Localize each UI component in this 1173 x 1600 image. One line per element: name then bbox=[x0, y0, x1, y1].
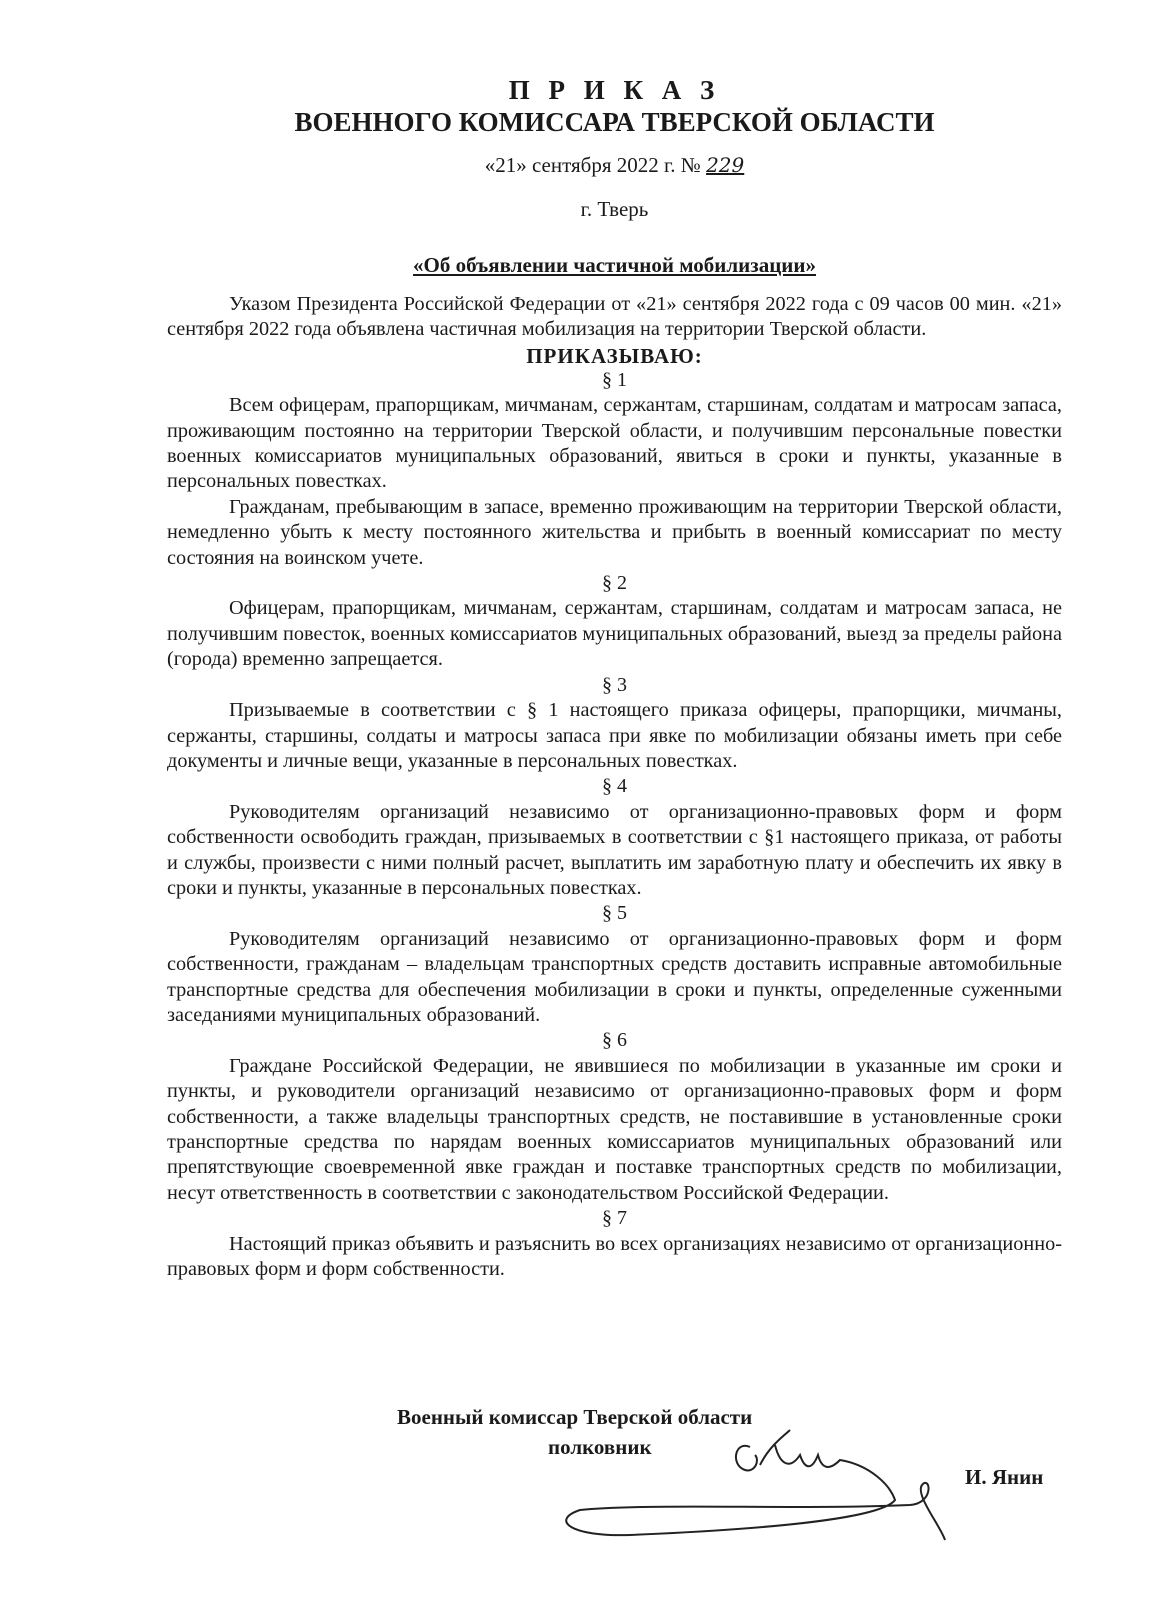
document-city: г. Тверь bbox=[580, 197, 649, 221]
signatory-name: И. Янин bbox=[965, 1465, 1044, 1489]
section-paragraph: Руководителям организаций независимо от организационно-правовых форм и форм собственности освободить граждан, призываемых в соответствии с §1 настоящего приказа, от работы и службы, произвести с ними полный расчет, выплатить им заработную плату и обеспечить их явку в сроки и пункты, указанные в персональных повестках. bbox=[167, 800, 1062, 899]
signatory-rank: полковник bbox=[548, 1435, 652, 1459]
section-mark: § 6 bbox=[602, 1029, 627, 1052]
section-paragraph: Руководителям организаций независимо от организационно-правовых форм и форм собственности, гражданам – владельцам транспортных средств доставить исправные автомобильные транспортные средства для обеспечения мобилизации в сроки и пункты, определенные суженными заседаниями муниципальных образований. bbox=[167, 927, 1062, 1026]
order-heading: ПРИКАЗЫВАЮ: bbox=[526, 343, 703, 368]
date-text: «21» сентября 2022 г. № bbox=[484, 153, 701, 177]
document-page bbox=[167, 74, 1062, 1282]
section-paragraph: Призываемые в соответствии с § 1 настоящего приказа офицеры, прапорщики, мичманы, сержанты, старшины, солдаты и матросы запаса при явке по мобилизации обязаны иметь при себе документы и личные вещи, указанные в персональных повестках. bbox=[167, 699, 1062, 772]
section-paragraph: Граждане Российской Федерации, не явившиеся по мобилизации в указанные им сроки и пункты, и руководители организаций независимо от организационно-правовых форм и форм собственности, а также владельцы транспортных средств, не поставившие в установленные сроки транспортные средства по нарядам военных комиссариатов муниципальных образований или препятствующие своевременной явке граждан и поставке транспортных средств по мобилизации, несут ответственность в соответствии с законодательством Российской Федерации. bbox=[167, 1054, 1062, 1204]
document-date bbox=[167, 152, 1062, 178]
section-mark: § 7 bbox=[602, 1207, 627, 1230]
section-mark: § 1 bbox=[602, 368, 627, 391]
sections bbox=[167, 368, 1062, 1283]
section-paragraph: Офицерам, прапорщикам, мичманам, сержантам, старшинам, солдатам и матросам запаса, не получившим повесток, военных комиссариатов муниципальных образований, выезд за пределы района (города) временно запрещается. bbox=[167, 597, 1062, 671]
section-paragraph: Всем офицерам, прапорщикам, мичманам, сержантам, старшинам, солдатам и матросам запаса, проживающим постоянно на территории Тверской области, и получившим персональные повестки военных комиссариатов муниципальных образований, явиться в сроки и пункты, указанные в персональных повестках. bbox=[167, 394, 1062, 493]
intro-paragraph: Указом Президента Российской Федерации от «21» сентября 2022 года с 09 часов 00 мин. «21» сентября 2022 года объявлена частичная мобилизация на территории Тверской области. bbox=[167, 293, 1062, 341]
section-mark: § 5 bbox=[602, 902, 627, 925]
section-mark: § 2 bbox=[602, 572, 627, 595]
section-mark: § 3 bbox=[602, 673, 627, 696]
document-subject: «Об объявлении частичной мобилизации» bbox=[413, 253, 816, 277]
document-number: 229 bbox=[706, 153, 745, 177]
section-paragraph: Настоящий приказ объявить и разъяснить во всех организациях независимо от организационно-правовых форм и форм собственности. bbox=[167, 1232, 1062, 1281]
document-title: П Р И К А З bbox=[508, 75, 721, 105]
document-subtitle: ВОЕННОГО КОМИССАРА ТВЕРСКОЙ ОБЛАСТИ bbox=[294, 107, 935, 137]
signatory-position: Военный комиссар Тверской области bbox=[397, 1405, 753, 1429]
section-paragraph: Гражданам, пребывающим в запасе, временно проживающим на территории Тверской области, немедленно убыть к месту постоянного жительства и прибыть в военный комиссариат по месту состояния на воинском учете. bbox=[167, 495, 1062, 569]
handwritten-signature bbox=[550, 1425, 970, 1545]
section-mark: § 4 bbox=[602, 775, 627, 798]
